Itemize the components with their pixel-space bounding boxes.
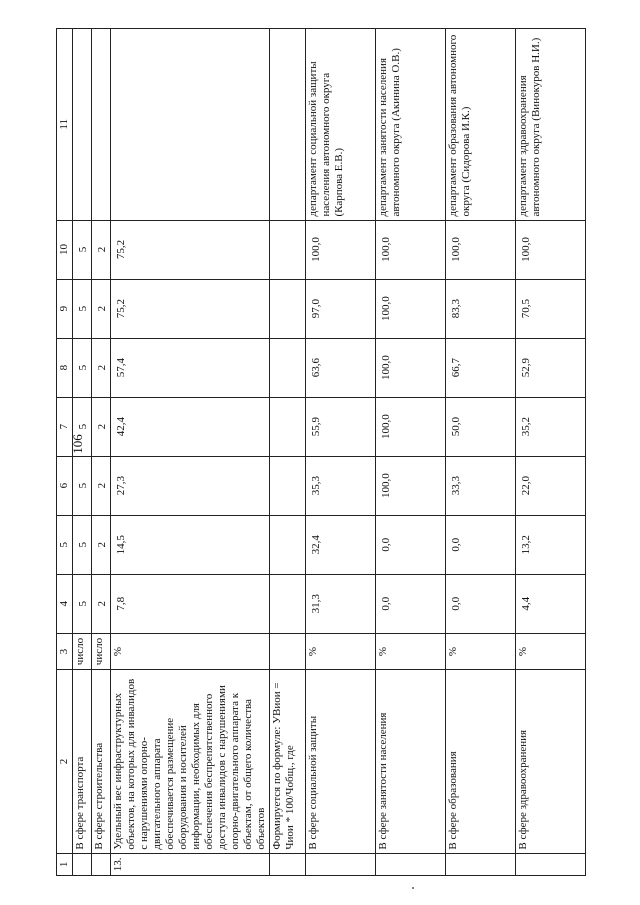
value-cell: 100,0 xyxy=(376,338,446,397)
column-number-row xyxy=(57,29,73,876)
row-number-cell: 13. xyxy=(111,853,270,875)
indicator-name-cell: В сфере транспорта xyxy=(73,670,92,853)
value-cell: 100,0 xyxy=(306,220,376,279)
value-cell: 97,0 xyxy=(306,279,376,338)
value-cell: 2 xyxy=(92,515,111,574)
value-cell: 75,2 xyxy=(111,279,270,338)
unit-cell: % xyxy=(111,633,270,670)
unit-cell: % xyxy=(446,633,516,670)
unit-cell: % xyxy=(306,633,376,670)
column-number: 11 xyxy=(57,29,73,221)
value-cell: 2 xyxy=(92,574,111,633)
row-number-cell xyxy=(73,853,92,875)
row-number-cell xyxy=(306,853,376,875)
value-cell: 100,0 xyxy=(516,220,586,279)
value-cell: 100,0 xyxy=(376,220,446,279)
table-row xyxy=(306,29,376,876)
value-cell: 70,5 xyxy=(516,279,586,338)
value-cell: 35,3 xyxy=(306,456,376,515)
row-number-cell xyxy=(446,853,516,875)
row-number-cell xyxy=(376,853,446,875)
indicator-name-cell: Формируется по формуле: УВиои = Чиои * 100/Чобщ., где xyxy=(270,670,306,853)
value-cell: 5 xyxy=(73,456,92,515)
value-cell: 27,3 xyxy=(111,456,270,515)
value-cell: 5 xyxy=(73,574,92,633)
column-number: 5 xyxy=(57,515,73,574)
table-row xyxy=(376,29,446,876)
responsible-cell: департамент социальной защиты населения автономного округа (Карпова Е.В.) xyxy=(306,29,376,221)
row-number-cell xyxy=(516,853,586,875)
responsible-cell xyxy=(92,29,111,221)
value-cell: 2 xyxy=(92,220,111,279)
column-number: 3 xyxy=(57,633,73,670)
value-cell: 52,9 xyxy=(516,338,586,397)
table-row xyxy=(516,29,586,876)
value-cell: 42,4 xyxy=(111,397,270,456)
value-cell: 2 xyxy=(92,456,111,515)
value-cell xyxy=(270,279,306,338)
value-cell: 0,0 xyxy=(376,574,446,633)
value-cell: 22,0 xyxy=(516,456,586,515)
value-cell: 5 xyxy=(73,279,92,338)
value-cell: 66,7 xyxy=(446,338,516,397)
value-cell: 33,3 xyxy=(446,456,516,515)
value-cell xyxy=(270,574,306,633)
value-cell: 100,0 xyxy=(376,279,446,338)
value-cell xyxy=(270,397,306,456)
unit-cell: число xyxy=(73,633,92,670)
column-number: 10 xyxy=(57,220,73,279)
indicator-name-cell: Удельный вес инфраструктурных объектов, на которых для инвалидов с нарушениями опорно-двигательного аппарата обеспечивается размещение оборудования и носителей информации, необходимых для обеспечения беспрепятственного доступа инвалидов с нарушениями опорно-двигательного аппарата к объектам, от общего количества объектов xyxy=(111,670,270,853)
responsible-cell: департамент занятости населения автономного округа (Акинина О.В.) xyxy=(376,29,446,221)
unit-cell: % xyxy=(516,633,586,670)
table-row xyxy=(111,29,270,876)
responsible-cell: департамент здравоохранения автономного округа (Винокуров Н.И.) xyxy=(516,29,586,221)
indicator-name-cell: В сфере занятости населения xyxy=(376,670,446,853)
responsible-cell xyxy=(73,29,92,221)
unit-cell xyxy=(270,633,306,670)
column-number: 7 xyxy=(57,397,73,456)
value-cell: 100,0 xyxy=(376,456,446,515)
scan-speck xyxy=(412,887,414,889)
column-number: 6 xyxy=(57,456,73,515)
value-cell: 63,6 xyxy=(306,338,376,397)
value-cell: 75,2 xyxy=(111,220,270,279)
value-cell xyxy=(270,220,306,279)
indicator-name-cell: В сфере социальной защиты xyxy=(306,670,376,853)
value-cell: 4,4 xyxy=(516,574,586,633)
value-cell: 50,0 xyxy=(446,397,516,456)
table-row xyxy=(92,29,111,876)
value-cell: 83,3 xyxy=(446,279,516,338)
column-number: 8 xyxy=(57,338,73,397)
responsible-cell: департамент образования автономного округа (Сидорова И.К.) xyxy=(446,29,516,221)
value-cell: 5 xyxy=(73,220,92,279)
column-number: 2 xyxy=(57,670,73,853)
value-cell: 2 xyxy=(92,397,111,456)
value-cell: 100,0 xyxy=(446,220,516,279)
value-cell: 100,0 xyxy=(376,397,446,456)
table-row xyxy=(270,29,306,876)
indicator-name-cell: В сфере образования xyxy=(446,670,516,853)
value-cell: 14,5 xyxy=(111,515,270,574)
responsible-cell xyxy=(111,29,270,221)
rotated-table-wrapper xyxy=(56,28,580,876)
value-cell: 0,0 xyxy=(376,515,446,574)
value-cell xyxy=(270,338,306,397)
value-cell: 55,9 xyxy=(306,397,376,456)
value-cell: 32,4 xyxy=(306,515,376,574)
row-number-cell xyxy=(92,853,111,875)
indicator-name-cell: В сфере строительства xyxy=(92,670,111,853)
value-cell: 5 xyxy=(73,338,92,397)
page-number: 106 xyxy=(70,434,85,454)
value-cell: 2 xyxy=(92,279,111,338)
value-cell: 0,0 xyxy=(446,574,516,633)
indicator-name-cell: В сфере здравоохранения xyxy=(516,670,586,853)
responsible-cell xyxy=(270,29,306,221)
value-cell: 13,2 xyxy=(516,515,586,574)
value-cell: 31,3 xyxy=(306,574,376,633)
value-cell: 35,2 xyxy=(516,397,586,456)
indicators-table xyxy=(56,28,586,876)
table-row xyxy=(73,29,92,876)
value-cell xyxy=(270,456,306,515)
column-number: 1 xyxy=(57,853,73,875)
value-cell: 5 xyxy=(73,397,92,456)
table-row xyxy=(446,29,516,876)
unit-cell: % xyxy=(376,633,446,670)
value-cell: 0,0 xyxy=(446,515,516,574)
value-cell xyxy=(270,515,306,574)
column-number: 9 xyxy=(57,279,73,338)
value-cell: 5 xyxy=(73,515,92,574)
value-cell: 57,4 xyxy=(111,338,270,397)
column-number: 4 xyxy=(57,574,73,633)
unit-cell: число xyxy=(92,633,111,670)
row-number-cell xyxy=(270,853,306,875)
value-cell: 2 xyxy=(92,338,111,397)
value-cell: 7,8 xyxy=(111,574,270,633)
